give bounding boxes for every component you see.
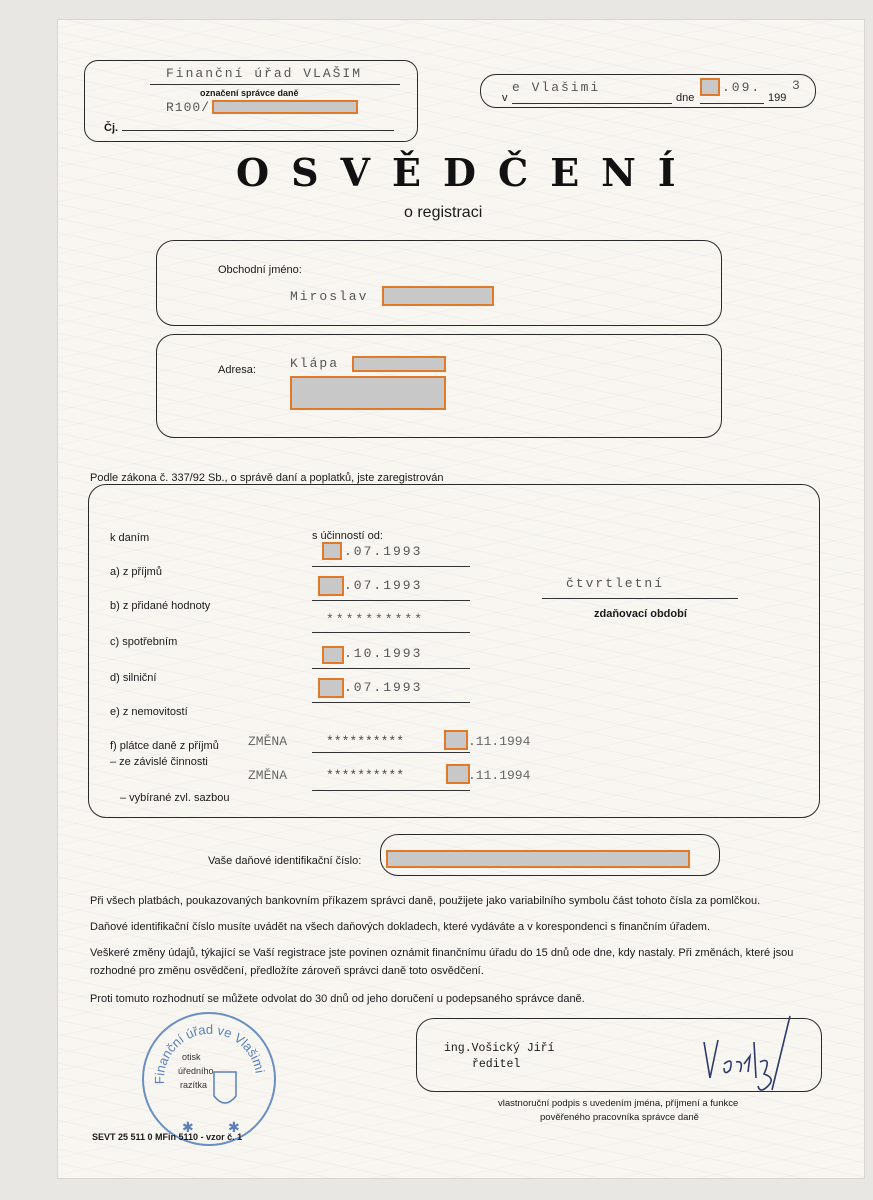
tax-row-date-e: .07.1993 [344,680,423,695]
redacted-day-change-2 [446,764,470,784]
change-stars-2: ********** [326,768,405,783]
signature-caption-1: vlastnoruční podpis s uvedením jména, příjmení a funkce [498,1098,739,1109]
redacted-day-d [322,646,344,664]
cj-line [122,130,394,131]
office-name: Finanční úřad VLAŠIM [166,66,363,81]
effective-heading: s účinností od: [312,530,383,542]
payer-label-1: f) plátce daně z příjmů [110,740,219,752]
change-date-1: .11.1994 [468,734,531,749]
address-label: Adresa: [218,364,256,376]
tax-row-label-a: a) z příjmů [110,566,162,578]
payer-label-3: – vybírané zvl. sazbou [120,792,230,804]
tax-id-label: Vaše daňové identifikační číslo: [208,855,362,867]
law-text: Podle zákona č. 337/92 Sb., o správě daní a poplatků, jste zaregistrován [90,472,444,484]
stamp-ring-text [144,1014,274,1144]
tax-row-label-e: e) z nemovitostí [110,706,188,718]
svg-text:Finanční úřad ve Vlašimi: Finanční úřad ve Vlašimi [151,1021,268,1085]
business-box [156,240,722,326]
redacted-reference [212,100,358,114]
svg-text:✱: ✱ [228,1119,240,1135]
stamp-inner-2: úředního [178,1066,214,1076]
redacted-day-b [318,576,344,596]
signatory-name: ing.Vošický Jiří [444,1042,555,1055]
tax-row-label-c: c) spotřebním [110,636,178,648]
line-e [312,702,470,703]
place-prefix: v [502,92,508,104]
paragraph-variable-symbol: Při všech platbách, poukazovaných bankovním příkazem správci daně, použijete jako variabilního symbolu část tohoto čísla za pomlčkou. [90,895,761,907]
line-a [312,566,470,567]
year-digit: 3 [792,78,802,93]
line-d [312,668,470,669]
stamp-inner-3: razítka [180,1080,208,1090]
place-value: e Vlašimi [512,80,601,95]
redacted-day-e [318,678,344,698]
redacted-day-a [322,542,342,560]
tax-row-date-a: .07.1993 [344,544,423,559]
stamp-inner-1: otisk [182,1052,201,1062]
paragraph-tax-id-usage: Daňové identifikační číslo musíte uvádět na všech daňových dokladech, které vydáváte a v korespondenci s finančním úřadem. [90,921,711,933]
line-f2 [312,790,470,791]
taxes-heading: k daním [110,532,150,544]
place-line [512,103,672,104]
period-label: zdaňovací období [594,608,687,620]
address-value: Klápa [290,356,340,371]
change-label-2: ZMĚNA [248,768,288,783]
change-label-1: ZMĚNA [248,734,288,749]
business-first-name: Miroslav [290,289,369,304]
line-c [312,632,470,633]
document-title: OSVĚDČENÍ [236,150,698,195]
line-f1 [312,752,470,753]
form-code: SEVT 25 511 0 MFin 5110 - vzor č. 1 [92,1132,243,1142]
redacted-tax-id [386,850,690,868]
tax-row-label-d: d) silniční [110,672,157,684]
tax-row-date-c: ********** [326,612,425,627]
period-value: čtvrtletní [566,576,665,591]
redacted-address-2 [290,376,446,410]
change-date-2: .11.1994 [468,768,531,783]
period-line [542,598,738,599]
reference-prefix: R100/ [166,100,211,115]
document-subtitle: o registraci [404,204,483,221]
year-prefix: 199 [768,92,787,104]
signature-caption-2: pověřeného pracovníka správce daně [540,1112,699,1123]
redacted-day [700,78,720,96]
signatory-role: ředitel [472,1058,521,1071]
business-label: Obchodní jméno: [218,264,302,276]
date-label: dne [676,92,695,104]
svg-text:✱: ✱ [182,1119,194,1135]
date-line [700,103,764,104]
paragraph-changes: Veškeré změny údajů, týkající se Vaší registrace jste povinen oznámit finančnímu úřadu do 15 dnů ode dne, kdy nastaly. Při změnách, které jsou rozhodné pro změnu osvědčení, předložíte zároveň správci daně toto osvědčení. [90,947,794,977]
office-line [150,84,400,85]
official-stamp [142,1012,276,1146]
paragraph-appeal: Proti tomuto rozhodnutí se můžete odvolat do 30 dnů od jeho doručení u podepsaného správce daně. [90,993,585,1005]
tax-row-label-b: b) z přidané hodnoty [110,600,211,612]
line-b [312,600,470,601]
tax-row-date-b: .07.1993 [344,578,423,593]
date-day-month: .09. [722,80,762,95]
handwritten-signature [690,1012,810,1092]
change-stars-1: ********** [326,734,405,749]
redacted-day-change-1 [444,730,468,750]
tax-row-date-d: .10.1993 [344,646,423,661]
redacted-address-1 [352,356,446,372]
designation-caption: označení správce daně [200,88,299,98]
redacted-surname [382,286,494,306]
cj-label: Čj. [104,122,119,134]
payer-label-2: – ze závislé činnosti [110,756,208,768]
